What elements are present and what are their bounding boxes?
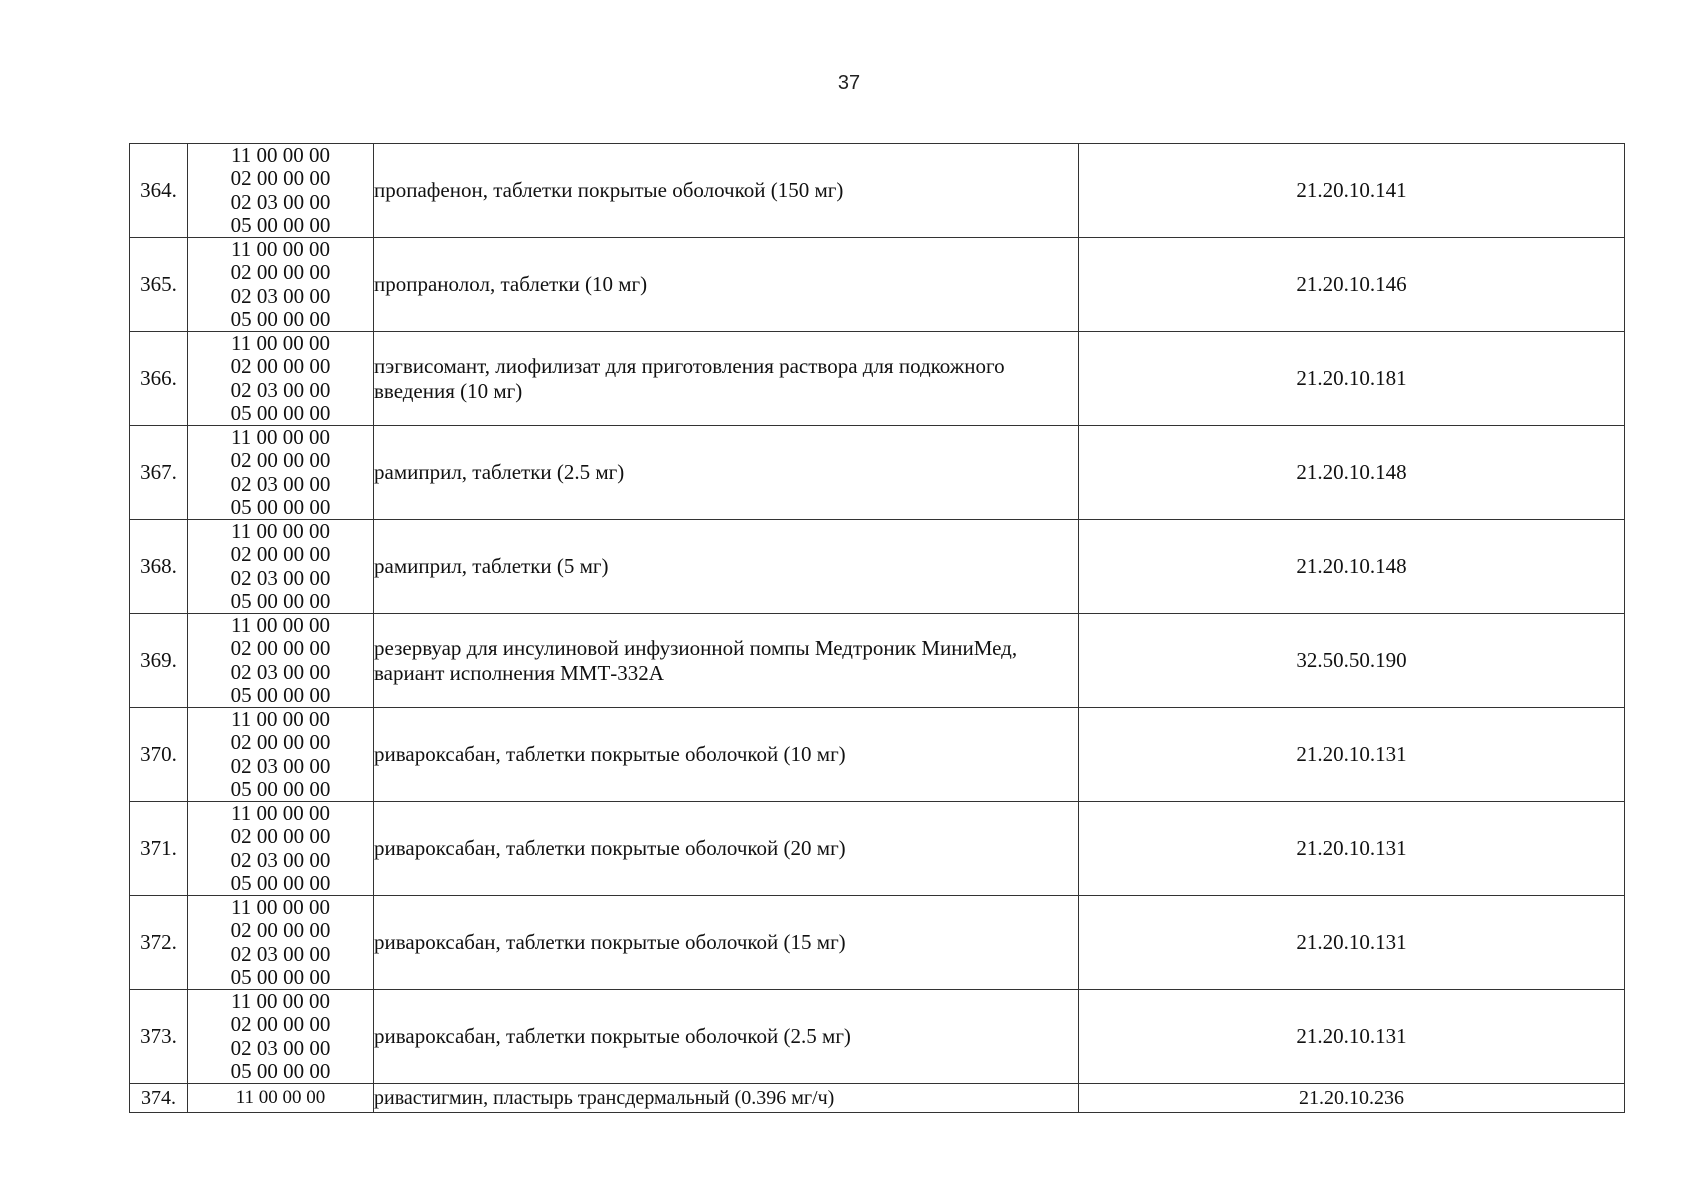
item-name: ривароксабан, таблетки покрытые оболочкой (15 мг) [374, 896, 1079, 990]
table-row [130, 1084, 1625, 1113]
territory-codes [188, 614, 374, 708]
table-row [130, 426, 1625, 520]
code-line: 11 00 00 00 [231, 143, 330, 168]
row-number: 366. [130, 332, 188, 426]
row-number: 370. [130, 708, 188, 802]
code-line: 05 00 00 00 [230, 400, 331, 425]
table-row [130, 990, 1625, 1084]
table-row [130, 520, 1625, 614]
table-row [130, 238, 1625, 332]
code-line: 05 00 00 00 [230, 682, 331, 707]
code-line: 02 03 00 00 [230, 565, 331, 590]
okpd-code: 21.20.10.146 [1079, 238, 1625, 332]
row-number: 369. [130, 614, 188, 708]
code-line: 11 00 00 00 [231, 519, 330, 544]
okpd-code: 21.20.10.131 [1079, 708, 1625, 802]
territory-codes [188, 520, 374, 614]
code-line: 02 03 00 00 [230, 189, 331, 214]
code-line: 05 00 00 00 [230, 870, 331, 895]
row-number: 373. [130, 990, 188, 1084]
okpd-code: 21.20.10.148 [1079, 426, 1625, 520]
code-line: 11 00 00 00 [231, 989, 330, 1014]
territory-codes [188, 144, 374, 238]
row-number: 371. [130, 802, 188, 896]
row-number: 374. [130, 1084, 188, 1113]
item-name: ривароксабан, таблетки покрытые оболочкой (10 мг) [374, 708, 1079, 802]
code-line: 11 00 00 00 [235, 1087, 326, 1108]
code-line: 02 03 00 00 [230, 1035, 331, 1060]
item-name: рамиприл, таблетки (5 мг) [374, 520, 1079, 614]
page-number: 37 [837, 72, 861, 94]
table-row [130, 614, 1625, 708]
okpd-code: 21.20.10.141 [1079, 144, 1625, 238]
code-line: 11 00 00 00 [231, 613, 330, 638]
code-line: 02 03 00 00 [230, 471, 331, 496]
territory-codes [188, 332, 374, 426]
code-line: 05 00 00 00 [230, 588, 331, 613]
item-name: ривароксабан, таблетки покрытые оболочкой (20 мг) [374, 802, 1079, 896]
code-line: 05 00 00 00 [230, 1058, 331, 1083]
row-number: 372. [130, 896, 188, 990]
code-line: 02 03 00 00 [230, 941, 331, 966]
row-number: 368. [130, 520, 188, 614]
code-line: 02 03 00 00 [230, 659, 331, 684]
row-number: 367. [130, 426, 188, 520]
code-line: 02 00 00 00 [230, 636, 331, 661]
okpd-code: 21.20.10.131 [1079, 896, 1625, 990]
code-line: 05 00 00 00 [230, 494, 331, 519]
code-line: 02 03 00 00 [230, 283, 331, 308]
code-line: 02 00 00 00 [230, 1012, 331, 1037]
code-line: 02 00 00 00 [230, 354, 331, 379]
item-name: пропафенон, таблетки покрытые оболочкой (150 мг) [374, 144, 1079, 238]
code-line: 02 03 00 00 [230, 377, 331, 402]
okpd-code: 21.20.10.181 [1079, 332, 1625, 426]
code-line: 11 00 00 00 [231, 425, 330, 450]
territory-codes [188, 1084, 374, 1113]
territory-codes [188, 708, 374, 802]
code-line: 11 00 00 00 [231, 801, 330, 826]
item-name: резервуар для инсулиновой инфузионной помпы Медтроник МиниМед, вариант исполнения ММТ-332А [374, 614, 1079, 708]
code-line: 02 00 00 00 [230, 448, 331, 473]
code-line: 11 00 00 00 [231, 331, 330, 356]
code-line: 11 00 00 00 [231, 237, 330, 262]
okpd-code: 21.20.10.131 [1079, 802, 1625, 896]
item-name: рамиприл, таблетки (2.5 мг) [374, 426, 1079, 520]
table-row [130, 896, 1625, 990]
item-name: пэгвисомант, лиофилизат для приготовления раствора для подкожного введения (10 мг) [374, 332, 1079, 426]
okpd-code: 21.20.10.148 [1079, 520, 1625, 614]
item-name: пропранолол, таблетки (10 мг) [374, 238, 1079, 332]
territory-codes [188, 990, 374, 1084]
code-line: 02 00 00 00 [230, 260, 331, 285]
okpd-code: 21.20.10.131 [1079, 990, 1625, 1084]
code-line: 02 00 00 00 [230, 542, 331, 567]
code-line: 11 00 00 00 [231, 895, 330, 920]
code-line: 02 00 00 00 [230, 730, 331, 755]
territory-codes [188, 802, 374, 896]
item-name: ривастигмин, пластырь трансдермальный (0.396 мг/ч) [374, 1084, 1079, 1113]
okpd-code: 21.20.10.236 [1079, 1084, 1625, 1113]
row-number: 365. [130, 238, 188, 332]
code-line: 05 00 00 00 [230, 212, 331, 237]
table-row [130, 144, 1625, 238]
item-name: ривароксабан, таблетки покрытые оболочкой (2.5 мг) [374, 990, 1079, 1084]
code-line: 11 00 00 00 [231, 707, 330, 732]
code-line: 02 03 00 00 [230, 847, 331, 872]
table-row [130, 708, 1625, 802]
table-row [130, 802, 1625, 896]
row-number: 364. [130, 144, 188, 238]
code-line: 05 00 00 00 [230, 306, 331, 331]
table-row [130, 332, 1625, 426]
code-line: 05 00 00 00 [230, 964, 331, 989]
code-line: 02 03 00 00 [230, 753, 331, 778]
code-line: 05 00 00 00 [230, 776, 331, 801]
okpd-code: 32.50.50.190 [1079, 614, 1625, 708]
territory-codes [188, 426, 374, 520]
medication-table [129, 143, 1625, 1113]
territory-codes [188, 238, 374, 332]
territory-codes [188, 896, 374, 990]
code-line: 02 00 00 00 [230, 166, 331, 191]
code-line: 02 00 00 00 [230, 918, 331, 943]
code-line: 02 00 00 00 [230, 824, 331, 849]
